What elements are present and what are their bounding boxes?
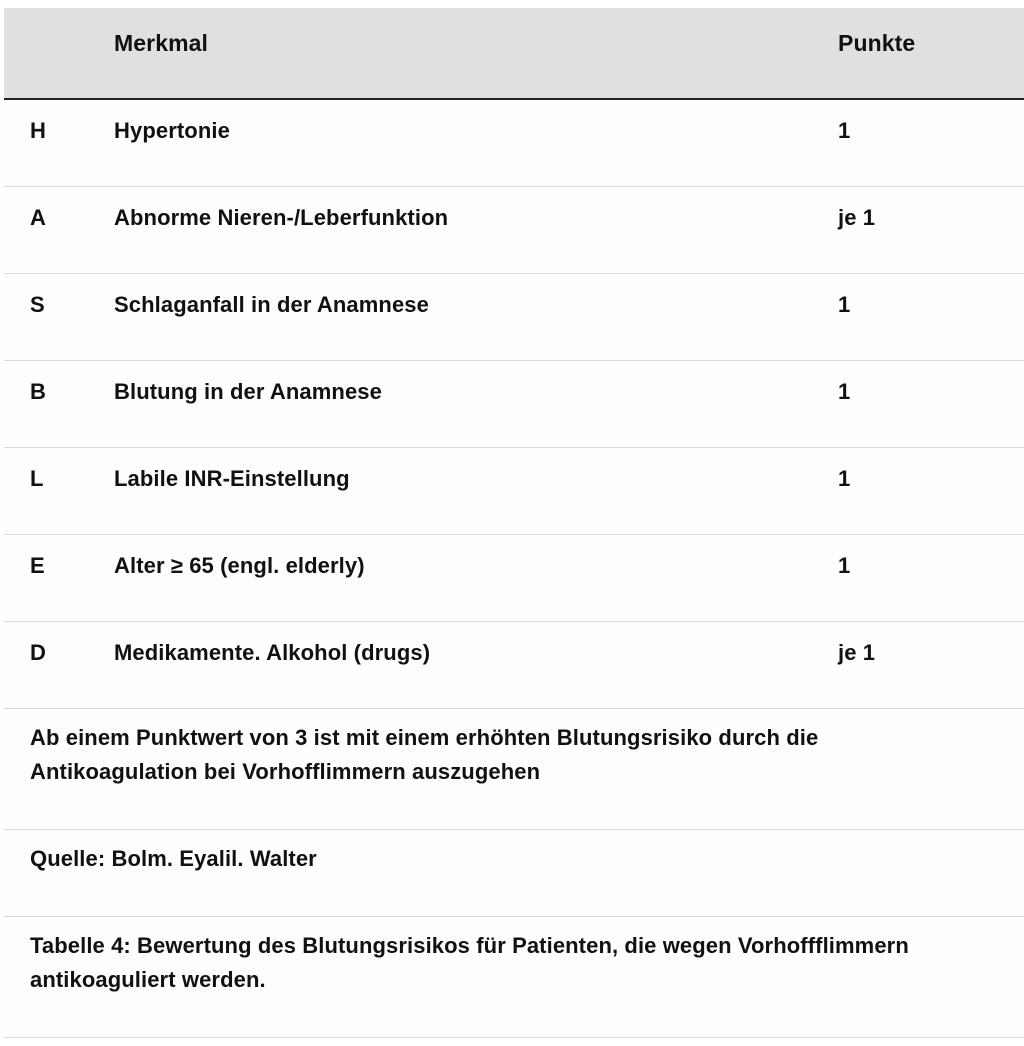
row-merkmal: Alter ≥ 65 (engl. elderly) [114, 553, 365, 578]
row-punkte: 1 [838, 379, 851, 404]
row-letter: S [30, 292, 45, 317]
table-row [4, 448, 1024, 535]
row-punkte: je 1 [838, 640, 876, 665]
row-punkte: 1 [838, 553, 851, 578]
source-text: Quelle: Bolm. Eyalil. Walter [30, 846, 317, 871]
row-merkmal: Medikamente. Alkohol (drugs) [114, 640, 431, 665]
table-row [4, 361, 1024, 448]
row-letter: D [30, 640, 46, 665]
row-punkte: 1 [838, 466, 851, 491]
table-row [4, 535, 1024, 622]
risk-note: Ab einem Punktwert von 3 ist mit einem erhöhten Blutungsrisiko durch die Antikoagulation bei Vorhofflimmern auszugehen [30, 725, 819, 784]
has-bled-table [4, 8, 1024, 1038]
source-row [4, 830, 1024, 917]
row-letter: H [30, 118, 46, 143]
row-merkmal: Blutung in der Anamnese [114, 379, 382, 404]
row-merkmal: Schlaganfall in der Anamnese [114, 292, 429, 317]
row-letter: L [30, 466, 44, 491]
table-header [4, 8, 1024, 100]
row-letter: B [30, 379, 46, 404]
table-caption: Tabelle 4: Bewertung des Blutungsrisikos für Patienten, die wegen Vorhoffflimmern antikoaguliert werden. [30, 933, 909, 992]
row-letter: E [30, 553, 45, 578]
table-row [4, 274, 1024, 361]
row-merkmal: Hypertonie [114, 118, 230, 143]
table-row [4, 187, 1024, 274]
column-header-merkmal: Merkmal [114, 30, 209, 56]
row-punkte: 1 [838, 118, 851, 143]
row-letter: A [30, 205, 46, 230]
row-merkmal: Labile INR-Einstellung [114, 466, 350, 491]
table-row [4, 622, 1024, 709]
risk-note-row [4, 709, 1024, 830]
row-punkte: 1 [838, 292, 851, 317]
table-row [4, 100, 1024, 187]
column-header-punkte: Punkte [838, 30, 916, 56]
row-punkte: je 1 [838, 205, 876, 230]
caption-row [4, 917, 1024, 1038]
row-merkmal: Abnorme Nieren-/Leberfunktion [114, 205, 449, 230]
